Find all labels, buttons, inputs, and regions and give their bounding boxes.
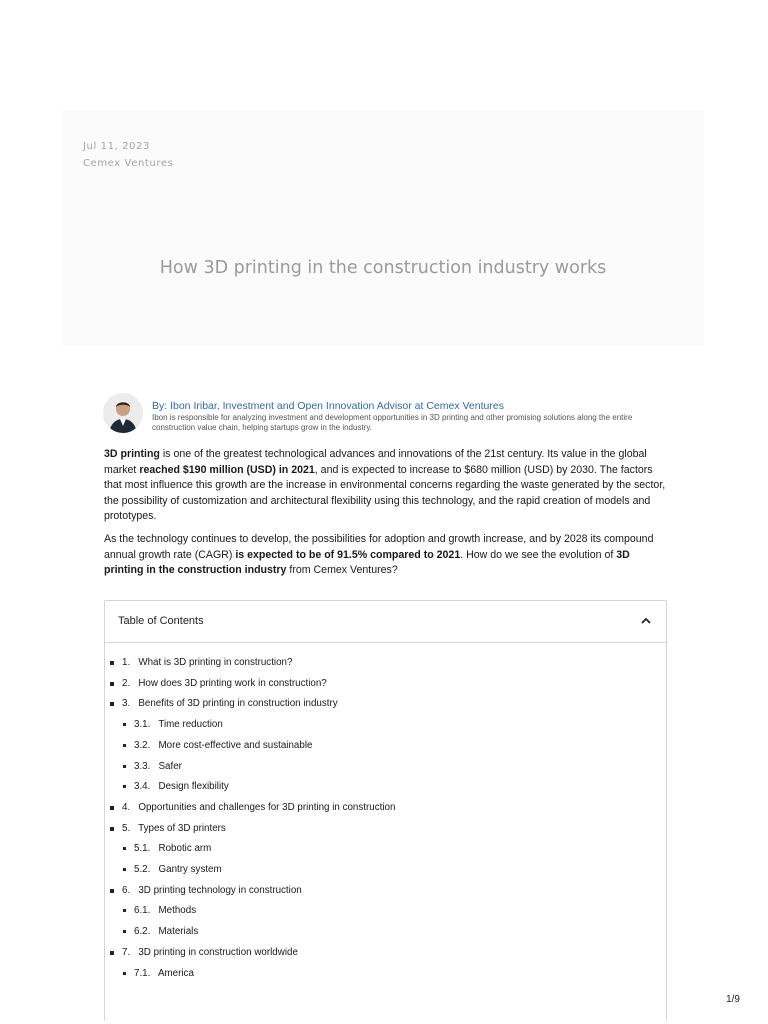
bullet-icon (123, 868, 126, 871)
toc-title: Table of Contents (118, 615, 204, 627)
text-run: is expected to be of 91.5% compared to 2021 (235, 548, 461, 561)
toc-item-label: What is 3D printing in construction? (135, 657, 293, 668)
article-hero (62, 110, 704, 346)
author-avatar (103, 393, 143, 433)
bullet-icon (110, 951, 114, 955)
bullet-icon (110, 827, 114, 831)
toc-item-label: Gantry system (155, 864, 222, 875)
toc-item-number: 4. (122, 801, 136, 813)
intro-paragraph-2 (104, 532, 666, 579)
page-number: 1/9 (726, 994, 740, 1005)
bullet-icon (123, 744, 126, 747)
intro-paragraph-1 (104, 447, 666, 525)
toc-item[interactable] (122, 823, 226, 834)
toc-item-label: Types of 3D printers (135, 822, 226, 834)
author-box (103, 393, 668, 437)
publish-date: Jul 11, 2023 (83, 141, 150, 152)
toc-item-label: America (155, 967, 194, 979)
bullet-icon (110, 889, 114, 893)
toc-item-number: 5.2. (134, 864, 156, 875)
toc-header[interactable] (105, 601, 666, 643)
bullet-icon (123, 723, 126, 726)
text-run: from Cemex Ventures? (286, 564, 398, 576)
toc-item[interactable] (122, 802, 395, 813)
bullet-icon (110, 661, 114, 665)
toc-item[interactable] (134, 781, 229, 792)
text-run: reached $190 million (USD) in 2021 (139, 463, 315, 476)
bullet-icon (123, 847, 126, 850)
publisher-name: Cemex Ventures (83, 158, 174, 169)
toc-item[interactable] (134, 761, 182, 772)
bullet-icon (110, 806, 114, 810)
table-of-contents (104, 600, 667, 1021)
toc-item-number: 6. (122, 884, 136, 896)
toc-item-label: Time reduction (155, 719, 223, 731)
toc-item-number: 5.1. (134, 843, 156, 855)
toc-item[interactable] (122, 657, 292, 668)
toc-item-number: 3.3. (134, 760, 156, 772)
text-run: 3D printing in the construction industry (104, 548, 630, 576)
toc-item[interactable] (122, 698, 338, 709)
toc-item-label: 3D printing in construction worldwide (135, 946, 298, 958)
toc-item-label: 3D printing technology in construction (135, 884, 302, 896)
toc-item[interactable] (134, 968, 194, 979)
toc-item-number: 6.1. (134, 905, 156, 917)
toc-item-number: 3. (122, 698, 136, 710)
toc-item[interactable] (134, 926, 198, 937)
text-run: , and is expected to increase to $680 million (USD) by 2030. The factors that most influence this growth are the increase in environmental concerns regarding the waste generated by the sector, the possibility of customization and architectural flexibility using this technology, and the rapid creation of models and prototypes. (104, 463, 666, 522)
author-bio: Ibon is responsible for analyzing investment and development opportunities in 3D printing and other promising solutions along the entire construction value chain, helping startups grow in the industry. (152, 413, 633, 432)
toc-item-number: 7.1. (134, 967, 156, 979)
bullet-icon (123, 909, 126, 912)
chevron-up-icon[interactable] (638, 613, 654, 629)
toc-item[interactable] (134, 740, 312, 751)
toc-item-label: Opportunities and challenges for 3D printing in construction (135, 801, 396, 813)
text-run: 3D printing (104, 448, 160, 460)
toc-item-number: 5. (122, 822, 136, 834)
toc-item-label: Materials (155, 926, 199, 938)
article-title: How 3D printing in the construction industry works (159, 258, 607, 278)
bullet-icon (123, 765, 126, 768)
bullet-icon (123, 785, 126, 788)
toc-item[interactable] (134, 843, 211, 854)
toc-item-label: Benefits of 3D printing in construction industry (135, 698, 338, 710)
toc-item-label: Design flexibility (155, 781, 229, 793)
person-icon (103, 393, 143, 433)
toc-item-label: Safer (155, 760, 182, 772)
toc-item-number: 3.4. (134, 781, 156, 793)
toc-item-label: More cost-effective and sustainable (155, 739, 313, 751)
bullet-icon (110, 682, 114, 686)
author-byline: By: Ibon Iribar, Investment and Open Innovation Advisor at Cemex Ventures (152, 400, 504, 412)
bullet-icon (123, 930, 126, 933)
text-run: As the technology continues to develop, the possibilities for adoption and growth increase, and by 2028 its compound annual growth rate (CAGR) (104, 533, 654, 561)
toc-item[interactable] (122, 885, 302, 896)
bullet-icon (110, 702, 114, 706)
toc-item-label: Robotic arm (155, 843, 212, 855)
toc-item[interactable] (134, 719, 223, 730)
toc-item-number: 3.2. (134, 739, 156, 751)
text-run: is one of the greatest technological advances and innovations of the 21st century. Its value in the global market (104, 448, 647, 476)
bullet-icon (123, 972, 126, 975)
text-run: . How do we see the evolution of (460, 548, 617, 561)
toc-item-number: 6.2. (134, 926, 156, 938)
toc-item-number: 2. (122, 677, 136, 689)
toc-item-number: 7. (122, 946, 136, 958)
toc-item[interactable] (134, 905, 196, 916)
toc-item-number: 1. (122, 657, 136, 668)
toc-item[interactable] (122, 678, 327, 689)
toc-item[interactable] (134, 864, 222, 875)
toc-item[interactable] (122, 947, 298, 958)
toc-item-label: Methods (155, 905, 197, 917)
toc-item-number: 3.1. (134, 719, 156, 731)
toc-item-label: How does 3D printing work in construction? (135, 677, 327, 689)
